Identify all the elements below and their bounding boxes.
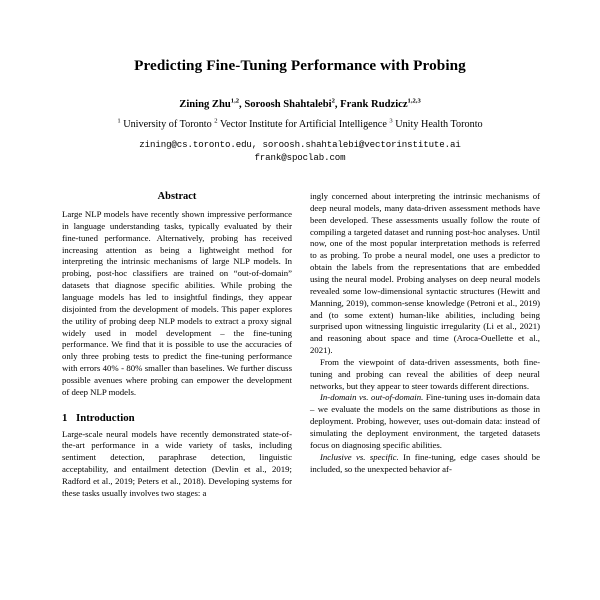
- affiliations: [62, 118, 538, 132]
- abstract-body: Large NLP models have recently shown impressive performance in language understanding tasks, typically evaluated by their fine-tuned performance. Alternatively, probing has received increasing attention as being a lightweight method for interpreting the intrinsic mechanisms of large NLP models. In probing, post-hoc classifiers are trained on “out-of-domain” datasets that diagnose specific abilities. While probing the language models has led to insightful findings, they appear disjointed from the development of models. This paper explores the utility of probing deep NLP models to extract a proxy signal widely used in model development – the fine-tuning performance. We find that it is possible to use the accuracies of only three probing tests to predict the fine-tuning performance with errors 40% - 80% smaller than baselines. We further discuss possible avenues where probing can empower the development of deep NLP models.: [62, 209, 292, 397]
- author-emails: [62, 138, 538, 165]
- author-3-affil-marker: 1,2,3: [407, 97, 421, 105]
- author-2-affil-marker: 2: [331, 97, 335, 105]
- email-line-2: frank@spoclab.com: [254, 152, 346, 164]
- affil-2-marker: 2: [214, 117, 218, 125]
- right-bullet-2: [310, 452, 540, 476]
- author-list: [62, 98, 538, 112]
- section-title: Introduction: [76, 411, 135, 424]
- bullet-1-lead: In-domain vs. out-of-domain.: [320, 392, 424, 403]
- author-3: , Frank Rudzicz: [334, 98, 408, 110]
- right-bullet-1: [310, 392, 540, 451]
- right-paragraph-1: ingly concerned about interpreting the intrinsic mechanisms of deep neural models, many data-driven assessment methods have been developed. These assessments usually follow the route of compiling a targeted dataset and running post-hoc analyses. Until now, one of the most popular interpretation methods is referred to as probing. To probe a neural model, one uses a predictor to obtain the labels from the representations that are embedded using the neural model. Probing analyses on deep neural models revealed some low-dimensional syntactic structures (Hewitt and Manning, 2019), common-sense knowledge (Petroni et al., 2019) and (to some extent) human-like abilities, including being surprised upon witnessing linguistic irregularity (Li et al., 2021) and reasoning about space and time (Aroca-Ouellette et al., 2021).: [310, 191, 540, 356]
- affil-3-marker: 3: [389, 117, 393, 125]
- right-paragraph-2: From the viewpoint of data-driven assessments, both fine-tuning and probing can reveal the abilities of deep neural networks, but they appear to steer towards different directions.: [310, 356, 540, 391]
- affil-2: Vector Institute for Artificial Intelligence: [217, 119, 390, 131]
- affil-1-marker: 1: [117, 117, 121, 125]
- author-1-affil-marker: 1,2: [230, 97, 240, 105]
- affil-1: University of Toronto: [120, 119, 215, 131]
- body-columns: [62, 191, 538, 500]
- author-1: Zining Zhu: [179, 98, 231, 110]
- section-heading-introduction: [62, 412, 292, 424]
- abstract-heading: Abstract: [157, 191, 197, 203]
- email-line-1: zining@cs.toronto.edu, soroosh.shahtalebi@vectorinstitute.ai: [139, 138, 461, 150]
- right-column: [310, 191, 540, 500]
- left-column: [62, 191, 292, 500]
- bullet-1-text: Fine-tuning uses in-domain data – we evaluate the models on the same distributions as those in deployment. Probing, however, uses out-domain data: instead of simulating the deployment environment, the targeted datasets focus on diagnosing specific abilities.: [310, 392, 540, 450]
- affil-3: Unity Health Toronto: [392, 119, 483, 131]
- bullet-2-text: In fine-tuning, edge cases should be included, so the unexpected behavior af-: [310, 451, 540, 474]
- bullet-2-lead: Inclusive vs. specific.: [320, 451, 399, 462]
- author-2: , Soroosh Shahtalebi: [239, 98, 332, 110]
- page-title: Predicting Fine-Tuning Performance with Probing: [134, 57, 466, 74]
- intro-paragraph-1: Large-scale neural models have recently demonstrated state-of-the-art performance in a wide variety of tasks, including sentiment detection, paraphrase detection, linguistic acceptability, and entailment detection (Devlin et al., 2019; Radford et al., 2019; Peters et al., 2018). Developing systems for these tasks usually involves two stages: a: [62, 428, 292, 498]
- section-number: 1: [62, 411, 68, 424]
